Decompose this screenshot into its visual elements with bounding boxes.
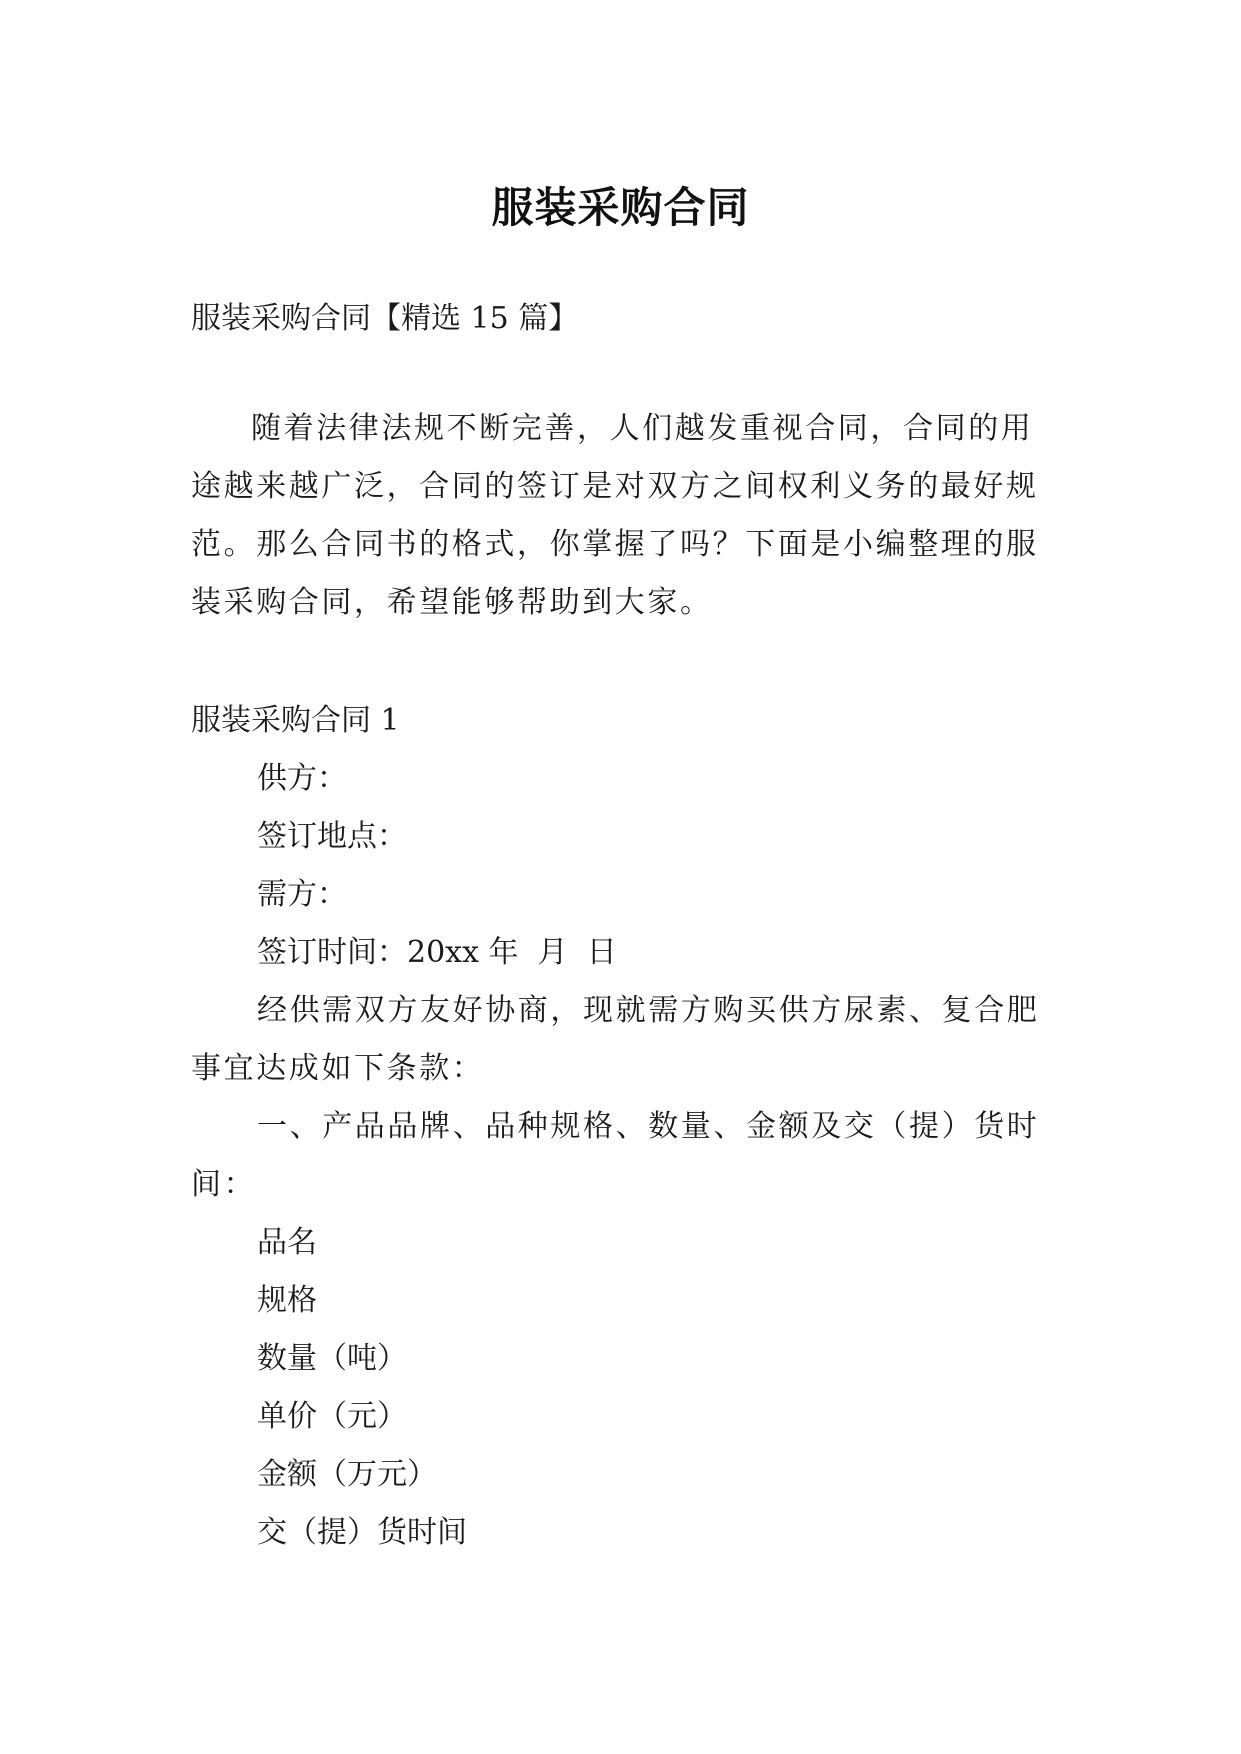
contract-section-1 bbox=[191, 692, 1053, 1562]
section-heading: 服装采购合同 1 bbox=[191, 703, 400, 738]
supplier-label: 供方： bbox=[257, 761, 347, 796]
field-item: 单价（元） bbox=[257, 1399, 407, 1434]
preamble-paragraph: 经供需双方友好协商，现就需方购买供方尿素、复合肥事宜达成如下条款： bbox=[191, 993, 1040, 1086]
sign-time-label: 签订时间：20xx 年 月 日 bbox=[257, 935, 617, 970]
document-title: 服装采购合同 bbox=[491, 183, 750, 233]
sign-place-label: 签订地点： bbox=[257, 819, 407, 854]
field-item: 规格 bbox=[257, 1283, 317, 1318]
intro-paragraph: 随着法律法规不断完善，人们越发重视合同，合同的用途越来越广泛，合同的签订是对双方之间权利义务的最好规范。那么合同书的格式，你掌握了吗？下面是小编整理的服装采购合同，希望能够帮助到大家。 bbox=[191, 411, 1039, 620]
field-item: 品名 bbox=[257, 1225, 317, 1260]
clause-1-paragraph: 一、产品品牌、品种规格、数量、金额及交（提）货时间： bbox=[191, 1109, 1040, 1202]
field-item: 数量（吨） bbox=[257, 1341, 407, 1376]
field-item: 交（提）货时间 bbox=[257, 1515, 467, 1550]
document-subtitle: 服装采购合同【精选 15 篇】 bbox=[191, 301, 579, 336]
field-item: 金额（万元） bbox=[257, 1457, 437, 1492]
buyer-label: 需方： bbox=[257, 877, 347, 912]
